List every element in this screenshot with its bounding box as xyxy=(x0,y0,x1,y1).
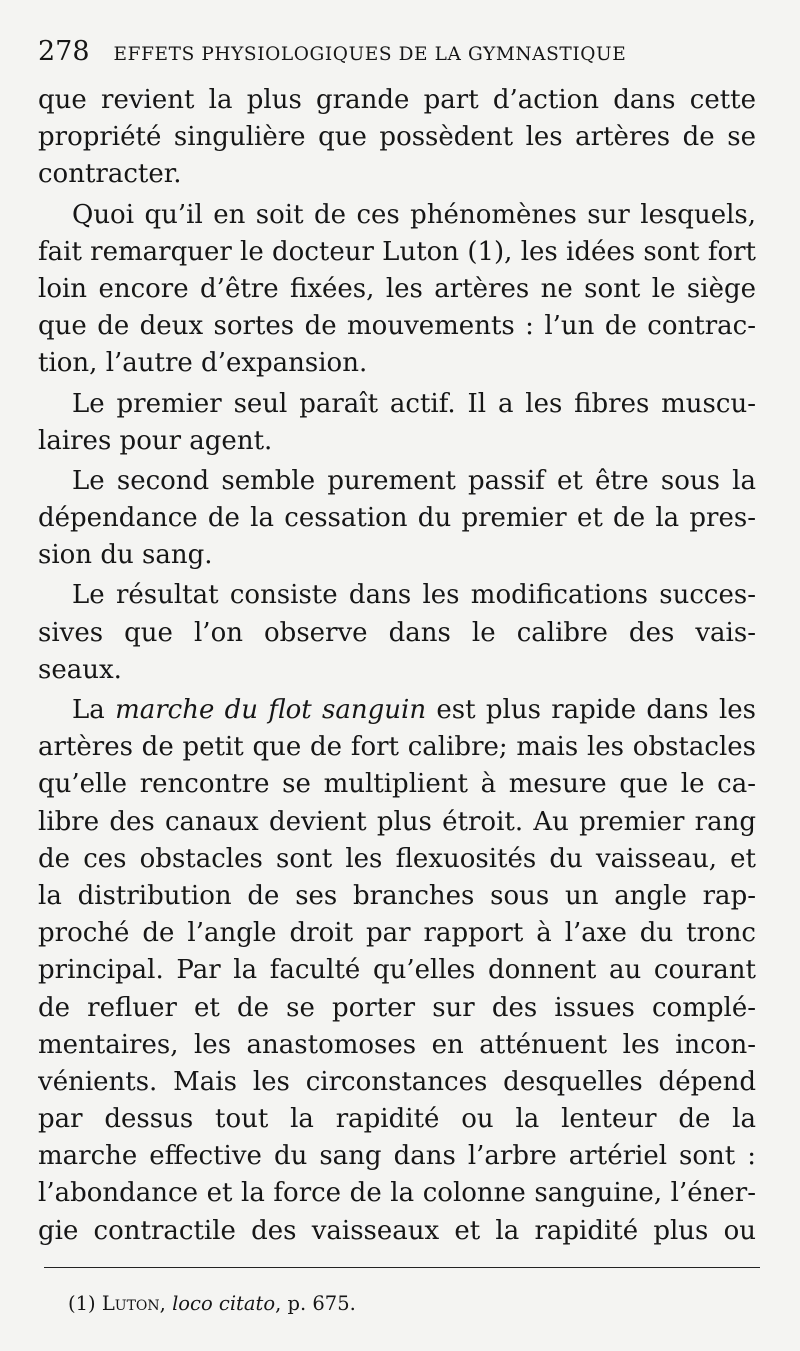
text-line: laires pour agent. xyxy=(38,425,273,456)
text-line: libre des canaux devient plus étroit. Au premier rang xyxy=(38,806,756,837)
text-line: gie contractile des vaisseaux et la rapidité plus ou xyxy=(38,1215,756,1246)
text-line: principal. Par la faculté qu’elles donnent au courant xyxy=(38,955,756,986)
text-line: par dessus tout la rapidité ou la lenteur de la xyxy=(38,1104,756,1135)
text-line: contracter. xyxy=(38,159,182,190)
text-line: sion du sang. xyxy=(38,540,213,571)
text-line: que revient la plus grande part d’action dans cette xyxy=(38,85,756,115)
text-line: marche effective du sang dans l’arbre artériel sont : xyxy=(38,1141,756,1172)
footnote xyxy=(68,1292,356,1315)
italic-phrase: marche du flot sanguin xyxy=(115,695,427,725)
footnote-author: Luton xyxy=(101,1292,160,1315)
text-line: mentaires, les anastomoses en atténuent les incon- xyxy=(38,1029,756,1060)
text-line: qu’elle rencontre se multiplient à mesure que le ca- xyxy=(38,769,756,800)
text-line xyxy=(38,692,756,729)
text-line: tion, l’autre d’expansion. xyxy=(38,348,368,379)
page-number: 278 xyxy=(38,36,90,67)
body-text xyxy=(38,82,756,1250)
text-line: de ces obstacles sont les flexuosités du vaisseau, et xyxy=(38,843,756,874)
text-line: l’abondance et la force de la colonne sanguine, l’éner- xyxy=(38,1178,756,1209)
text-line: fait remarquer le docteur Luton (1), les idées sont fort xyxy=(38,236,756,267)
text-segment: La xyxy=(72,695,116,725)
footnote-work: loco citato xyxy=(172,1292,276,1315)
text-line: Le résultat consiste dans les modifications succes- xyxy=(72,580,756,611)
running-head: EFFETS PHYSIOLOGIQUES DE LA GYMNASTIQUE xyxy=(113,44,627,65)
text-line: Le second semble purement passif et être sous la xyxy=(72,465,756,496)
text-line: propriété singulière que possèdent les artères de se xyxy=(38,122,756,153)
text-line: seaux. xyxy=(38,654,122,685)
text-line: artères de petit que de fort calibre; mais les obstacles xyxy=(38,732,756,763)
text-segment: est plus rapide dans les xyxy=(426,695,756,725)
text-line: vénients. Mais les circonstances desquelles dépend xyxy=(38,1066,756,1097)
footnote-page: , p. 675. xyxy=(275,1292,356,1315)
page-header xyxy=(38,36,760,76)
footnote-rule xyxy=(44,1267,760,1268)
footnote-separator: , xyxy=(159,1292,173,1315)
text-line: Quoi qu’il en soit de ces phénomènes sur lesquels, xyxy=(72,199,756,230)
text-line: loin encore d’être fixées, les artères ne sont le siège xyxy=(38,273,756,304)
text-line: de refluer et de se porter sur des issues complé- xyxy=(38,992,756,1023)
text-line: la distribution de ses branches sous un angle rap- xyxy=(38,880,756,911)
text-line: proché de l’angle droit par rapport à l’axe du tronc xyxy=(38,918,756,949)
footnote-marker: (1) xyxy=(68,1292,102,1315)
text-line: dépendance de la cessation du premier et de la pres- xyxy=(38,503,756,534)
text-line: Le premier seul paraît actif. Il a les fibres muscu- xyxy=(72,388,756,419)
text-line: que de deux sortes de mouvements : l’un de contrac- xyxy=(38,311,756,342)
text-line: sives que l’on observe dans le calibre des vais- xyxy=(38,617,756,648)
